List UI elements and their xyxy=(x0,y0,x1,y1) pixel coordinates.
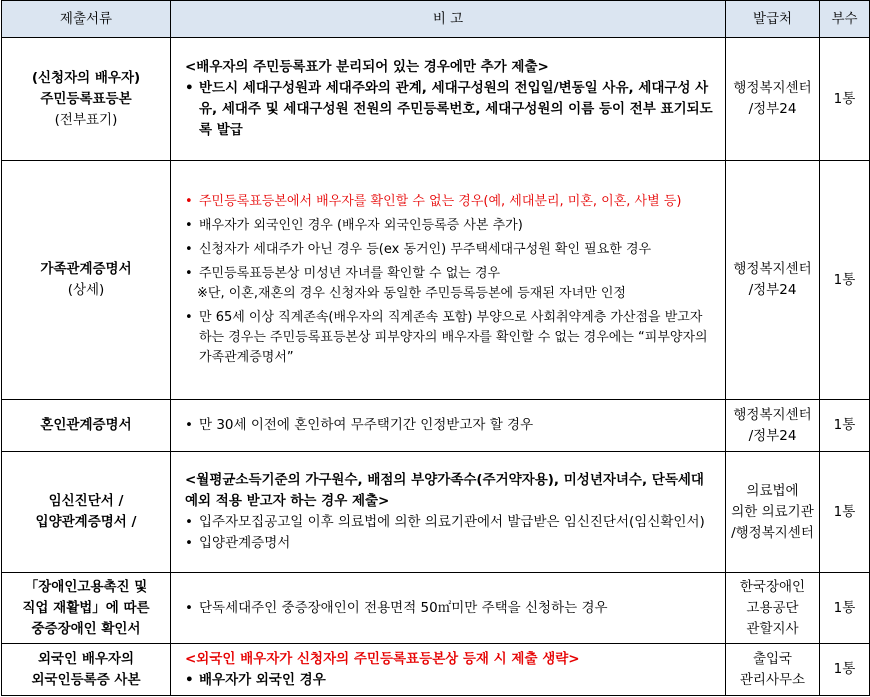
copies-cell: 1통 xyxy=(820,38,870,161)
issuer-line: 고용공단 xyxy=(746,599,799,616)
doc-name-line: 직업 재활법」에 따른 xyxy=(22,599,150,616)
remark-item xyxy=(185,264,717,284)
bullet-icon: • xyxy=(185,310,193,325)
issuer-line: 출입국 xyxy=(752,650,793,667)
issuer-line: 의료법에 xyxy=(746,482,799,499)
doc-name-cell xyxy=(2,452,171,573)
doc-name-line: 외국인 배우자의 xyxy=(38,650,134,667)
header-issuer: 발급처 xyxy=(726,1,820,38)
remarks-cell xyxy=(171,452,726,573)
remarks-cell xyxy=(171,400,726,452)
remark-heading: <배우자의 주민등록표가 분리되어 있는 경우에만 추가 제출> xyxy=(185,59,549,75)
bullet-icon: • xyxy=(185,218,193,233)
issuer-line: /정부24 xyxy=(748,427,797,444)
issuer-line: 의한 의료기관 xyxy=(731,503,814,520)
remark-item xyxy=(185,216,717,236)
bullet-icon: • xyxy=(185,535,193,551)
table-row xyxy=(2,573,870,644)
doc-name-line: 주민등록표등본 xyxy=(40,90,132,107)
remark-text: 신청자가 세대주가 아닌 경우 등(ex 동거인) 무주택세대구성원 확인 필요한 경우 xyxy=(199,242,652,257)
remark-text: 주민등록표등본에서 배우자를 확인할 수 없는 경우(예, 세대분리, 미혼, 이혼, 사별 등) xyxy=(199,194,682,209)
doc-name-line: (신청자의 배우자) xyxy=(31,69,141,86)
issuer-line: 관할지사 xyxy=(746,620,799,637)
issuer-cell xyxy=(726,644,820,696)
remark-text: 단독세대주인 중증장애인이 전용면적 50㎡미만 주택을 신청하는 경우 xyxy=(199,599,608,616)
doc-name-line: 중증장애인 확인서 xyxy=(31,620,141,637)
issuer-line: /행정복지센터 xyxy=(731,524,814,541)
bullet-icon: • xyxy=(185,266,193,281)
issuer-line: 행정복지센터 xyxy=(733,406,812,423)
table-row xyxy=(2,161,870,400)
remark-item xyxy=(185,415,717,436)
remark-text: 만 30세 이전에 혼인하여 무주택기간 인정받고자 할 경우 xyxy=(199,417,534,433)
doc-name-cell xyxy=(2,161,171,400)
remark-item xyxy=(185,670,717,691)
copies-cell: 1통 xyxy=(820,644,870,696)
table-row xyxy=(2,452,870,573)
doc-name-line: 외국인등록증 사본 xyxy=(31,671,141,688)
doc-name-line: (전부표기) xyxy=(54,111,118,128)
remark-item xyxy=(185,240,717,260)
remark-text: 반드시 세대구성원과 세대주와의 관계, 세대구성원의 전입일/변동일 사유, 세대구성 사유, 세대주 및 세대구성원 전원의 주민등록번호, 세대구성원의 이름 등이 전부 표기되도록 발급 xyxy=(199,80,713,138)
issuer-line: /정부24 xyxy=(748,282,797,298)
bullet-icon: • xyxy=(185,671,194,688)
header-copies: 부수 xyxy=(820,1,870,38)
remark-text: 만 65세 이상 직계존속(배우자의 직계존속 포함) 부양으로 사회취약계층 가산점을 받고자 하는 경우는 주민등록표등본상 피부양자의 배우자를 확인할 수 없는 경우에는 “피부양자의 가족관계증명서” xyxy=(199,310,708,365)
remark-text: 입양관계증명서 xyxy=(199,535,291,551)
copies-cell: 1통 xyxy=(820,161,870,400)
remark-item xyxy=(185,533,717,554)
remarks-cell xyxy=(171,573,726,644)
copies-cell: 1통 xyxy=(820,573,870,644)
remark-item xyxy=(185,78,717,141)
issuer-line: 행정복지센터 xyxy=(733,80,812,96)
bullet-icon: • xyxy=(185,514,193,530)
bullet-icon: • xyxy=(185,417,193,433)
doc-name-line: 「장애인고용촉진 및 xyxy=(24,578,148,595)
remark-item xyxy=(185,598,717,619)
copies-cell: 1통 xyxy=(820,452,870,573)
bullet-icon: • xyxy=(185,80,194,96)
table-header-row xyxy=(2,1,870,38)
doc-name-line: 임신진단서 / xyxy=(48,493,124,509)
remark-heading: <외국인 배우자가 신청자의 주민등록표등본상 등재 시 제출 생략> xyxy=(185,650,580,667)
remark-heading: <월평균소득기준의 가구원수, 배점의 부양가족수(주거약자용), 미성년자녀수, 단독세대 예외 적용 받고자 하는 경우 제출> xyxy=(185,472,704,509)
issuer-cell xyxy=(726,161,820,400)
issuer-cell xyxy=(726,573,820,644)
doc-name-line: 가족관계증명서 xyxy=(40,261,132,277)
issuer-line: 한국장애인 xyxy=(739,578,806,595)
doc-name-cell xyxy=(2,38,171,161)
remark-item-highlight xyxy=(185,192,717,212)
doc-name-line: 혼인관계증명서 xyxy=(40,417,132,433)
issuer-line: 관리사무소 xyxy=(739,671,806,688)
issuer-line: /정부24 xyxy=(748,101,797,117)
header-doc: 제출서류 xyxy=(2,1,171,38)
doc-name-line: 입양관계증명서 / xyxy=(35,514,137,530)
doc-name-cell xyxy=(2,400,171,452)
doc-name-line: (상세) xyxy=(67,282,105,298)
remark-text: 배우자가 외국인인 경우 (배우자 외국인등록증 사본 추가) xyxy=(199,218,523,233)
remark-text: 입주자모집공고일 이후 의료법에 의한 의료기관에서 발급받은 임신진단서(임신확인서) xyxy=(199,514,705,530)
table-row xyxy=(2,644,870,696)
required-documents-table xyxy=(1,0,870,696)
table-row xyxy=(2,400,870,452)
remark-text: 배우자가 외국인 경우 xyxy=(199,671,326,688)
remark-item xyxy=(185,512,717,533)
doc-name-cell xyxy=(2,644,171,696)
header-remarks: 비 고 xyxy=(171,1,726,38)
issuer-line: 행정복지센터 xyxy=(733,261,812,277)
doc-name-cell xyxy=(2,573,171,644)
issuer-cell xyxy=(726,38,820,161)
remarks-cell xyxy=(171,161,726,400)
remark-text: 주민등록표등본상 미성년 자녀를 확인할 수 없는 경우 xyxy=(199,266,501,281)
copies-cell: 1통 xyxy=(820,400,870,452)
issuer-cell xyxy=(726,452,820,573)
bullet-icon: • xyxy=(185,599,193,616)
issuer-cell xyxy=(726,400,820,452)
remark-item xyxy=(185,308,717,368)
remarks-cell xyxy=(171,38,726,161)
table-row xyxy=(2,38,870,161)
bullet-icon: • xyxy=(185,242,193,257)
remark-note: ※단, 이혼,재혼의 경우 신청자와 동일한 주민등록등본에 등재된 자녀만 인정 xyxy=(197,286,626,301)
bullet-icon: • xyxy=(185,194,193,209)
remarks-cell xyxy=(171,644,726,696)
